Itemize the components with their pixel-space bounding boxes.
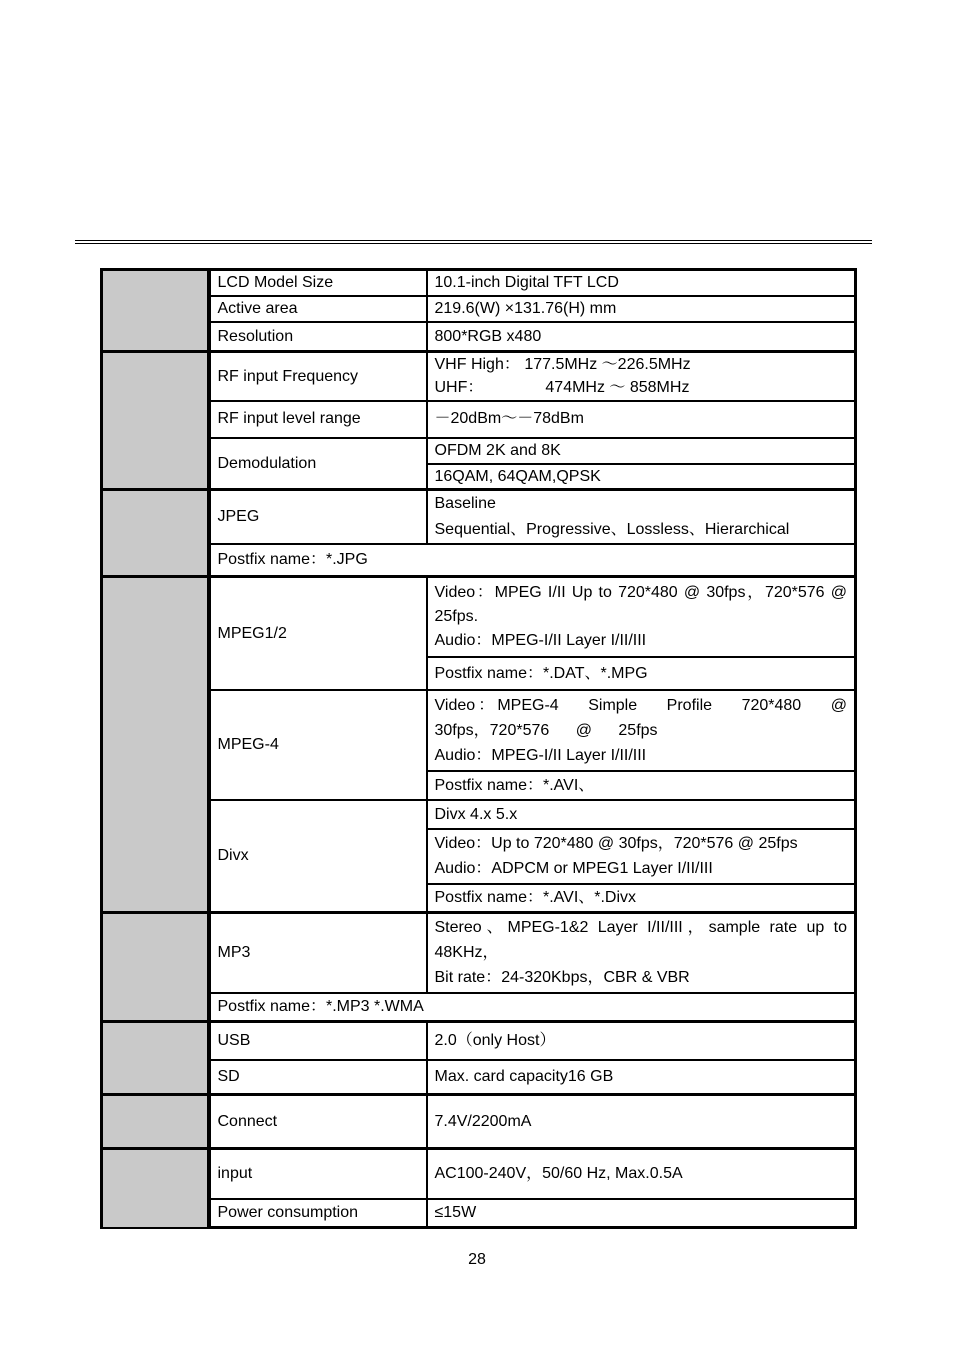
spec-label: Resolution bbox=[209, 322, 427, 352]
table-row bbox=[102, 690, 856, 771]
table-row bbox=[102, 544, 856, 577]
table-row bbox=[102, 993, 856, 1022]
spec-value: ≤15W bbox=[427, 1199, 856, 1228]
spec-label: MPEG1/2 bbox=[209, 577, 427, 690]
page-number: 28 bbox=[468, 1251, 486, 1268]
spec-value-rf-frequency bbox=[427, 352, 856, 401]
jpeg-line-1: Baseline bbox=[434, 494, 496, 512]
category-cell-picture bbox=[102, 489, 209, 577]
spec-value: AC100-240V，50/60 Hz, Max.0.5A bbox=[427, 1149, 856, 1199]
mpeg4-audio: Audio：MPEG-I/II Layer I/II/III bbox=[434, 746, 647, 764]
specification-table bbox=[100, 268, 857, 1229]
category-cell-power bbox=[102, 1149, 209, 1228]
spec-value-mpeg4 bbox=[427, 690, 856, 771]
spec-value: 219.6(W) ×131.76(H) mm bbox=[427, 296, 856, 322]
spec-postfix: Postfix name：*.AVI、 bbox=[427, 771, 856, 800]
uhf-label: UHF： bbox=[434, 379, 484, 397]
spec-label: Power consumption bbox=[209, 1199, 427, 1228]
spec-postfix: Postfix name：*.DAT、*.MPG bbox=[427, 657, 856, 690]
table-row bbox=[102, 270, 856, 296]
category-cell-tuner bbox=[102, 352, 209, 490]
table-row bbox=[102, 577, 856, 657]
spec-label: Divx bbox=[209, 800, 427, 913]
divx-audio: Audio：ADPCM or MPEG1 Layer I/II/III bbox=[434, 860, 713, 878]
header-rule-bottom bbox=[75, 243, 872, 244]
table-row bbox=[102, 1149, 856, 1199]
category-cell-interface bbox=[102, 1022, 209, 1095]
vhf-value: 177.5MHz ～226.5MHz bbox=[524, 356, 691, 374]
table-row bbox=[102, 438, 856, 464]
spec-value-mpeg12 bbox=[427, 577, 856, 657]
table-row bbox=[102, 913, 856, 993]
spec-label: Connect bbox=[209, 1095, 427, 1149]
spec-label: SD bbox=[209, 1060, 427, 1095]
mpeg12-audio: Audio：MPEG-I/II Layer I/II/III bbox=[434, 631, 647, 649]
table-row bbox=[102, 1199, 856, 1228]
mp3-line-1: Stereo、MPEG-1&2 Layer I/II/III，sample rate up to 48KHz， bbox=[434, 919, 847, 962]
spec-value: OFDM 2K and 8K bbox=[427, 438, 856, 464]
table-row bbox=[102, 800, 856, 829]
spec-postfix: Postfix name：*.AVI、*.Divx bbox=[427, 884, 856, 913]
mpeg4-video: Video：MPEG-4 Simple Profile 720*480 @ 30fps，720*576 @ 25fps bbox=[434, 696, 847, 739]
uhf-value: 474MHz ～ 858MHz bbox=[545, 379, 690, 397]
category-cell-audio bbox=[102, 913, 209, 1022]
uhf-line bbox=[435, 376, 848, 399]
spec-value: 800*RGB x480 bbox=[427, 322, 856, 352]
table-row bbox=[102, 1095, 856, 1149]
spec-value-mp3 bbox=[427, 913, 856, 993]
spec-label: Active area bbox=[209, 296, 427, 322]
spec-postfix: Postfix name：*.MP3 *.WMA bbox=[209, 993, 856, 1022]
spec-value: Divx 4.x 5.x bbox=[427, 800, 856, 829]
category-cell-display bbox=[102, 270, 209, 352]
table-row bbox=[102, 352, 856, 401]
vhf-label: VHF High： bbox=[434, 356, 520, 374]
header-rule-top bbox=[75, 240, 872, 241]
spec-postfix: Postfix name：*.JPG bbox=[209, 544, 856, 577]
spec-value-jpeg bbox=[427, 489, 856, 544]
category-cell-battery bbox=[102, 1095, 209, 1149]
spec-value: －20dBm～－78dBm bbox=[427, 401, 856, 438]
table-row bbox=[102, 1060, 856, 1095]
mpeg12-video: Video：MPEG I/II Up to 720*480 @ 30fps，720*576 @ 25fps. bbox=[434, 583, 847, 625]
divx-video: Video：Up to 720*480 @ 30fps，720*576 @ 25fps bbox=[434, 835, 798, 853]
spec-label: RF input Frequency bbox=[209, 352, 427, 401]
table-row bbox=[102, 1022, 856, 1060]
spec-label: input bbox=[209, 1149, 427, 1199]
spec-label: MP3 bbox=[209, 913, 427, 993]
jpeg-line-2: Sequential、Progressive、Lossless、Hierarchical bbox=[434, 520, 790, 538]
spec-value: 2.0（only Host） bbox=[427, 1022, 856, 1060]
spec-label: RF input level range bbox=[209, 401, 427, 438]
table-row bbox=[102, 489, 856, 544]
spec-label: JPEG bbox=[209, 489, 427, 544]
spec-value: Max. card capacity16 GB bbox=[427, 1060, 856, 1095]
spec-label: USB bbox=[209, 1022, 427, 1060]
spec-value: 10.1-inch Digital TFT LCD bbox=[427, 270, 856, 296]
spec-value: 7.4V/2200mA bbox=[427, 1095, 856, 1149]
table-row bbox=[102, 322, 856, 352]
spec-value-divx bbox=[427, 829, 856, 884]
spec-label: Demodulation bbox=[209, 438, 427, 490]
mp3-line-2: Bit rate：24-320Kbps，CBR & VBR bbox=[434, 969, 690, 987]
category-cell-video bbox=[102, 577, 209, 913]
table-row bbox=[102, 296, 856, 322]
table-row bbox=[102, 401, 856, 438]
spec-label: MPEG-4 bbox=[209, 690, 427, 800]
spec-label: LCD Model Size bbox=[209, 270, 427, 296]
vhf-line bbox=[435, 353, 848, 376]
spec-value: 16QAM, 64QAM,QPSK bbox=[427, 464, 856, 490]
